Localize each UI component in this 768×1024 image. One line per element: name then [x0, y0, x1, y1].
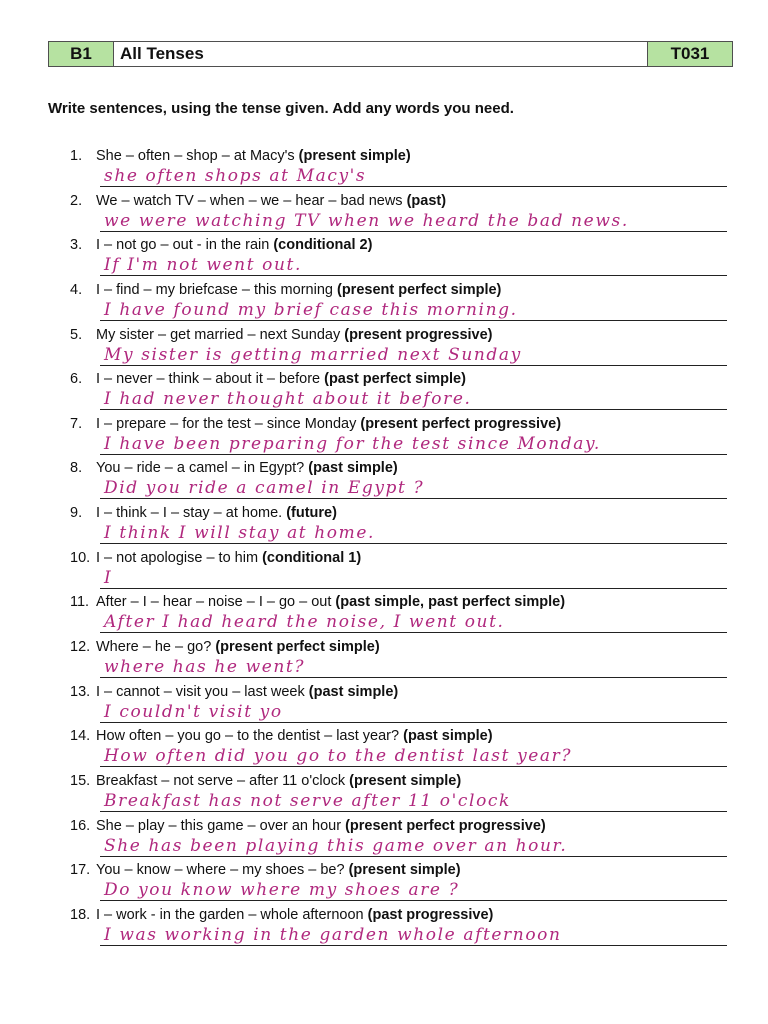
handwritten-answer: If I'm not went out.	[104, 255, 302, 276]
exercise-number: 14.	[70, 728, 91, 745]
exercise-item	[70, 637, 730, 682]
exercise-prompt	[70, 148, 411, 164]
answer-line	[100, 811, 727, 812]
exercise-number: 11.	[70, 594, 90, 611]
handwritten-answer: How often did you go to the dentist last year?	[104, 746, 573, 767]
exercise-item	[70, 905, 730, 950]
handwritten-answer: I think I will stay at home.	[104, 523, 376, 544]
exercise-item	[70, 280, 730, 325]
exercise-cue: After – I – hear – noise – I – go – out	[96, 594, 332, 611]
exercise-cue: I – work - in the garden – whole afternoon	[96, 906, 364, 923]
answer-line	[100, 186, 727, 187]
handwritten-answer: I have found my brief case this morning.	[104, 299, 518, 320]
handwritten-answer: She has been playing this game over an hour.	[104, 835, 568, 856]
exercise-prompt	[70, 907, 493, 923]
exercise-prompt	[70, 862, 461, 878]
answer-line	[100, 856, 727, 857]
exercise-prompt	[70, 193, 446, 209]
answer-line	[100, 900, 727, 901]
tense-label: (past)	[406, 192, 447, 209]
tense-label: (past simple)	[308, 683, 399, 700]
tense-label: (present simple)	[348, 862, 461, 879]
answer-line	[100, 365, 727, 366]
handwritten-answer: we were watching TV when we heard the bad news.	[104, 210, 629, 231]
tense-label: (future)	[286, 505, 337, 522]
handwritten-answer: I have been preparing for the test since Monday.	[104, 433, 601, 454]
answer-line	[100, 543, 727, 544]
tense-label: (past perfect simple)	[324, 371, 466, 388]
worksheet-code: T031	[648, 42, 732, 66]
exercise-prompt	[70, 773, 461, 789]
exercise-item	[70, 503, 730, 548]
tense-label: (present perfect progressive)	[345, 817, 546, 834]
exercise-number: 10.	[70, 549, 91, 566]
exercise-prompt	[70, 728, 493, 744]
instructions: Write sentences, using the tense given. Add any words you need.	[48, 100, 514, 117]
handwritten-answer: Did you ride a camel in Egypt ?	[104, 478, 425, 499]
exercise-item	[70, 458, 730, 503]
exercise-cue: I – think – I – stay – at home.	[96, 505, 283, 522]
tense-label: (past simple)	[308, 460, 398, 477]
exercise-number: 3.	[70, 237, 83, 254]
exercise-cue: Breakfast – not serve – after 11 o'clock	[96, 772, 346, 789]
exercise-cue: My sister – get married – next Sunday	[96, 326, 341, 343]
exercise-cue: Where – he – go?	[96, 639, 212, 656]
exercise-item	[70, 592, 730, 637]
exercise-prompt	[70, 684, 398, 700]
exercise-number: 8.	[70, 460, 83, 477]
exercise-prompt	[70, 594, 565, 610]
tense-label: (present perfect progressive)	[360, 415, 562, 432]
exercise-number: 13.	[70, 683, 91, 700]
exercise-prompt	[70, 371, 466, 387]
exercise-prompt	[70, 550, 361, 566]
handwritten-answer: I had never thought about it before.	[104, 389, 472, 410]
exercise-number: 16.	[70, 817, 91, 834]
answer-line	[100, 945, 727, 946]
exercise-item	[70, 860, 730, 905]
exercise-number: 2.	[70, 192, 83, 209]
tense-label: (present perfect simple)	[336, 281, 502, 298]
answer-line	[100, 498, 727, 499]
tense-label: (past simple, past perfect simple)	[335, 594, 566, 611]
handwritten-answer: where has he went?	[104, 657, 306, 678]
exercise-cue: I – prepare – for the test – since Monday	[96, 415, 357, 432]
exercise-number: 4.	[70, 281, 83, 298]
exercise-prompt	[70, 416, 561, 432]
handwritten-answer: My sister is getting married next Sunday	[104, 344, 522, 365]
exercise-cue: I – never – think – about it – before	[96, 371, 321, 388]
answer-line	[100, 409, 727, 410]
handwritten-answer: I couldn't visit yo	[104, 701, 283, 722]
worksheet-header	[48, 41, 733, 67]
worksheet-title: All Tenses	[114, 42, 648, 66]
tense-label: (conditional 1)	[262, 549, 362, 566]
exercise-cue: You – ride – a camel – in Egypt?	[96, 460, 305, 477]
exercise-cue: How often – you go – to the dentist – last year?	[96, 728, 400, 745]
exercise-item	[70, 726, 730, 771]
tense-label: (present perfect simple)	[215, 639, 380, 656]
exercise-list	[70, 146, 730, 950]
answer-line	[100, 588, 727, 589]
exercise-item	[70, 235, 730, 280]
exercise-prompt	[70, 282, 501, 298]
exercise-number: 6.	[70, 371, 83, 388]
tense-label: (conditional 2)	[273, 237, 373, 254]
exercise-number: 18.	[70, 906, 91, 923]
exercise-cue: We – watch TV – when – we – hear – bad news	[96, 192, 403, 209]
exercise-item	[70, 414, 730, 459]
exercise-number: 15.	[70, 772, 91, 789]
answer-line	[100, 454, 727, 455]
exercise-item	[70, 682, 730, 727]
handwritten-answer: I was working in the garden whole afternoon	[104, 924, 562, 945]
exercise-cue: I – cannot – visit you – last week	[96, 683, 305, 700]
exercise-number: 7.	[70, 415, 83, 432]
tense-label: (present simple)	[349, 772, 462, 789]
exercise-cue: She – play – this game – over an hour	[96, 817, 342, 834]
exercise-number: 5.	[70, 326, 83, 343]
handwritten-answer: she often shops at Macy's	[104, 166, 367, 186]
level-badge: B1	[49, 42, 114, 66]
answer-line	[100, 320, 727, 321]
tense-label: (past simple)	[403, 728, 493, 745]
tense-label: (past progressive)	[367, 906, 494, 923]
exercise-prompt	[70, 460, 398, 476]
exercise-number: 1.	[70, 148, 83, 164]
exercise-prompt	[70, 639, 380, 655]
tense-label: (present progressive)	[344, 326, 493, 343]
answer-line	[100, 722, 727, 723]
answer-line	[100, 231, 727, 232]
exercise-cue: You – know – where – my shoes – be?	[96, 862, 345, 879]
handwritten-answer: Breakfast has not serve after 11 o'clock	[104, 790, 511, 811]
exercise-number: 17.	[70, 862, 91, 879]
exercise-prompt	[70, 237, 372, 253]
answer-line	[100, 766, 727, 767]
exercise-cue: She – often – shop – at Macy's	[96, 148, 295, 164]
exercise-prompt	[70, 327, 493, 343]
exercise-item	[70, 771, 730, 816]
handwritten-answer: Do you know where my shoes are ?	[104, 880, 460, 901]
exercise-cue: I – not apologise – to him	[96, 549, 259, 566]
exercise-item	[70, 548, 730, 593]
exercise-number: 9.	[70, 505, 83, 522]
answer-line	[100, 677, 727, 678]
exercise-item	[70, 325, 730, 370]
answer-line	[100, 632, 727, 633]
exercise-prompt	[70, 818, 546, 834]
exercise-cue: I – find – my briefcase – this morning	[96, 281, 333, 298]
exercise-item	[70, 816, 730, 861]
tense-label: (present simple)	[298, 148, 411, 164]
exercise-cue: I – not go – out - in the rain	[96, 237, 270, 254]
exercise-prompt	[70, 505, 337, 521]
exercise-item	[70, 191, 730, 236]
exercise-item	[70, 369, 730, 414]
exercise-item	[70, 146, 730, 191]
handwritten-answer: I	[104, 567, 113, 588]
handwritten-answer: After I had heard the noise, I went out.	[104, 612, 505, 633]
answer-line	[100, 275, 727, 276]
exercise-number: 12.	[70, 639, 91, 656]
